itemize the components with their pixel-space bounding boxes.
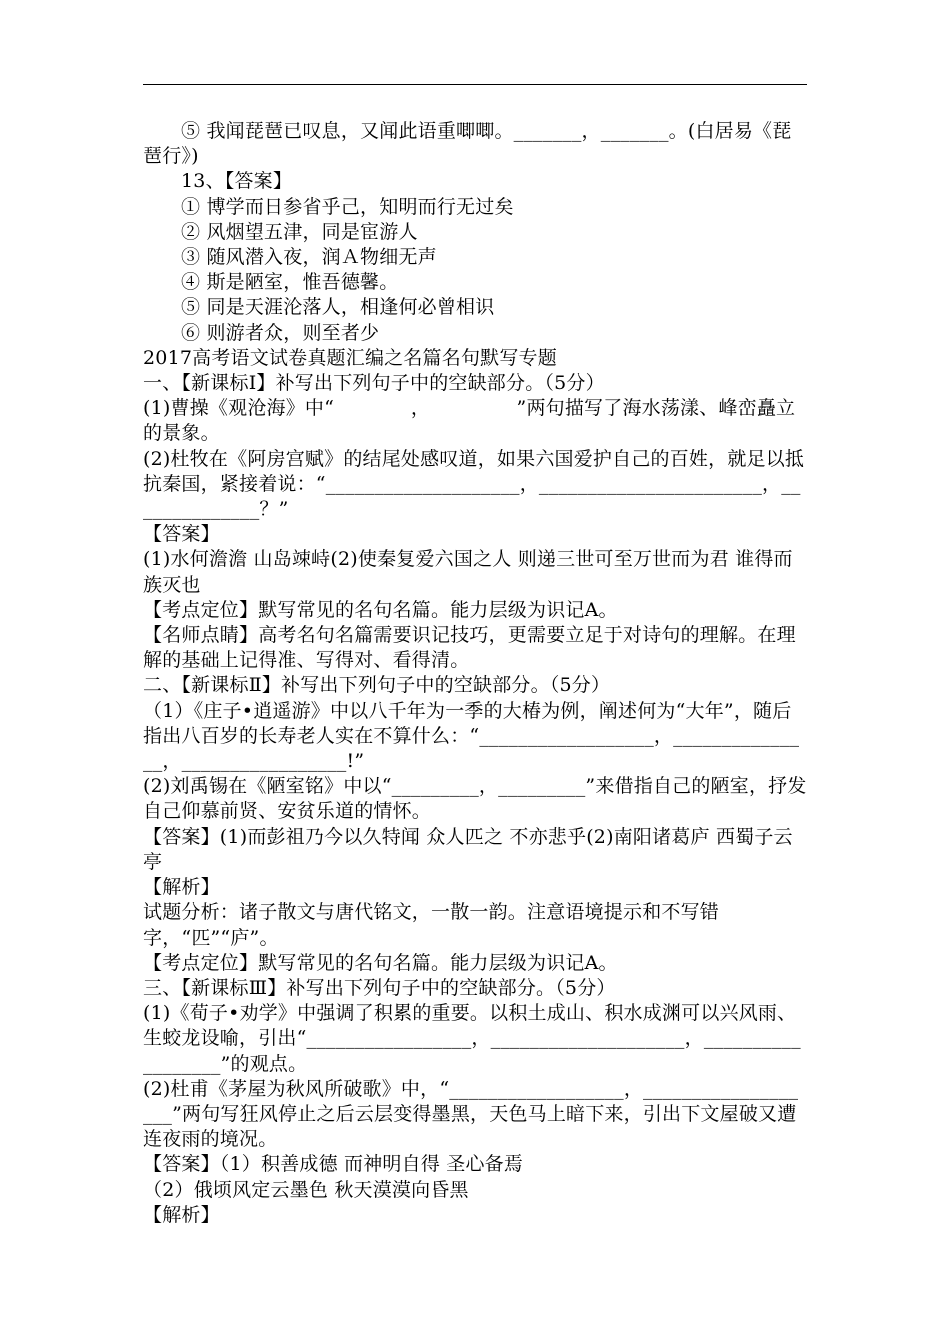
part-3-question-1: (1)《荀子•劝学》中强调了积累的重要。以积土成山、积水成渊可以兴风雨、生蛟龙设喻，引出“_________________，____________________，__________________”的观点。 xyxy=(143,1002,801,1075)
answer-item-6: ⑥ 则游者众，则至者少 xyxy=(181,321,380,344)
question-5-line: ⑤ 我闻琵琶已叹息，又闻此语重唧唧。_______，_______。(白居易《琵琶行》) xyxy=(143,120,792,168)
document-body xyxy=(143,119,807,1228)
part-1-answer-heading: 【答案】 xyxy=(143,523,220,546)
part-3-answer-2: （2）俄顷风定云墨色 秋天漠漠向昏黑 xyxy=(143,1178,469,1201)
part-3-analysis-heading: 【解析】 xyxy=(143,1203,220,1226)
header-rule xyxy=(143,84,807,85)
part-1-question-2: (2)杜牧在《阿房宫赋》的结尾处感叹道，如果六国爱护自己的百姓，就足以抵抗秦国，紧接着说：“____________________，_______________________，______________？” xyxy=(143,447,805,521)
part-1-heading: 一、【新课标Ⅰ】补写出下列句子中的空缺部分。（5分） xyxy=(143,372,605,395)
answer-item-2: ② 风烟望五津，同是宦游人 xyxy=(181,220,418,243)
part-2-answer: 【答案】(1)而彭祖乃今以久特闻 众人匹之 不亦悲乎(2)南阳诸葛庐 西蜀子云亭 xyxy=(143,825,793,873)
part-1-question-1: (1)曹操《观沧海》中“ ， ”两句描写了海水荡漾、峰峦矗立的景象。 xyxy=(143,397,796,445)
part-2-analysis: 试题分析：诸子散文与唐代铭文，一散一韵。注意语境提示和不写错字，“匹”“庐”。 xyxy=(143,901,720,949)
part-1-mingshi: 【名师点睛】高考名句名篇需要识记技巧，更需要立足于对诗句的理解。在理解的基础上记得准、写得对、看得清。 xyxy=(143,624,796,672)
part-2-analysis-heading: 【解析】 xyxy=(143,876,220,899)
part-2-kaodian: 【考点定位】默写常见的名句名篇。能力层级为识记A。 xyxy=(143,951,618,974)
answer-item-5: ⑤ 同是天涯沦落人，相逢何必曾相识 xyxy=(181,296,495,319)
answer-item-1: ① 博学而日参省乎己，知明而行无过矣 xyxy=(181,195,514,218)
part-3-answer-1: 【答案】（1）积善成德 而神明自得 圣心备焉 xyxy=(143,1153,524,1176)
part-2-heading: 二、【新课标Ⅱ】补写出下列句子中的空缺部分。（5分） xyxy=(143,674,611,697)
part-2-question-2: (2)刘禹锡在《陋室铭》中以“_________，_________”来借指自己的陋室，抒发自己仰慕前贤、安贫乐道的情怀。 xyxy=(143,775,807,823)
section-title: 2017高考语文试卷真题汇编之名篇名句默写专题 xyxy=(143,346,557,369)
answer-13-heading: 13、【答案】 xyxy=(181,170,293,193)
part-3-question-2: (2)杜甫《茅屋为秋风所破歌》中，“__________________，___________________”两句写狂风停止之后云层变得墨黑，天色马上暗下来，引出下文屋破又遭连夜雨的境况。 xyxy=(143,1077,799,1151)
part-1-kaodian: 【考点定位】默写常见的名句名篇。能力层级为识记A。 xyxy=(143,598,618,621)
part-3-heading: 三、【新课标Ⅲ】补写出下列句子中的空缺部分。（5分） xyxy=(143,976,616,999)
answer-item-4: ④ 斯是陋室，惟吾德馨。 xyxy=(181,271,399,294)
answer-item-3: ③ 随风潜入夜，润Ａ物细无声 xyxy=(181,246,437,269)
part-1-answer: (1)水何澹澹 山岛竦峙(2)使秦复爱六国之人 则递三世可至万世而为君 谁得而族灭也 xyxy=(143,548,793,596)
part-2-question-1: （1）《庄子•逍遥游》中以八千年为一季的大椿为例，阐述何为“大年”，随后指出八百岁的长寿老人实在不算什么：“__________________，_______________，_________________!” xyxy=(143,699,800,773)
